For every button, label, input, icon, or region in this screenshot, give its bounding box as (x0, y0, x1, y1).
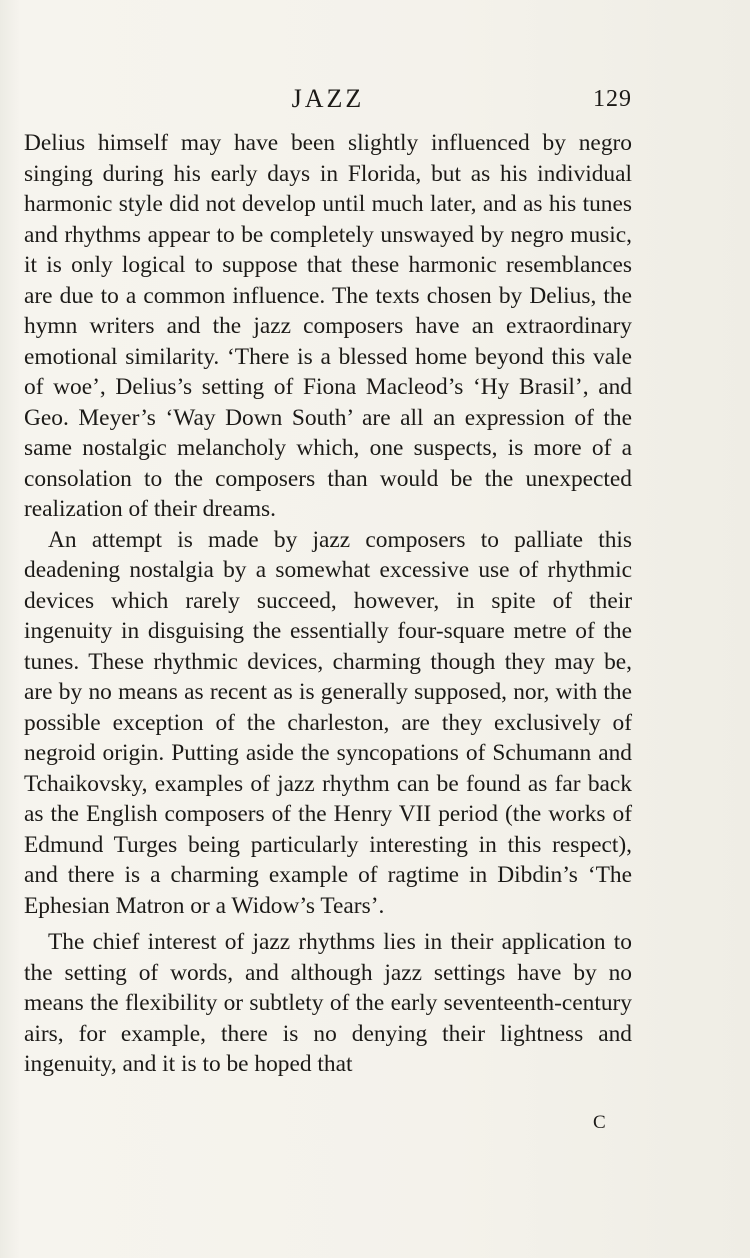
paragraph-1: Delius himself may have been slightly influenced by negro singing during his early days in Florida, but as his individual harmonic style did not develop until much later, and as his tunes and rhythms appear to be completely unswayed by negro music, it is only logical to suppose that these harmonic resemblances are due to a common influence. The texts chosen by Delius, the hymn writers and the jazz composers have an extraordinary emotional similarity. ‘There is a blessed home beyond this vale of woe’, Delius’s setting of Fiona Macleod’s ‘Hy Brasil’, and Geo. Meyer’s ‘Way Down South’ are all an expression of the same nostalgic melancholy which, one suspects, is more of a consolation to the composers than would be the unexpected realization of their dreams. (24, 130, 632, 522)
signature-mark: C (593, 1112, 607, 1133)
running-head (24, 84, 632, 118)
body-text (24, 128, 632, 1080)
paragraph-2: An attempt is made by jazz composers to palliate this deadening nostalgia by a somewhat excessive use of rhythmic devices which rarely succeed, however, in spite of their ingenuity in disguising the essentially four-square metre of the tunes. These rhythmic devices, charming though they may be, are by no means as recent as is generally supposed, nor, with the possible exception of the charleston, are they exclusively of negroid origin. Putting aside the syncopations of Schumann and Tchaikovsky, examples of jazz rhythm can be found as far back as the English composers of the Henry VII period (the works of Edmund Turges being particularly interesting in this respect), and there is a charming example of ragtime in Dibdin’s ‘The Ephesian Matron or a Widow’s Tears’. (24, 526, 632, 919)
paragraph-3: The chief interest of jazz rhythms lies in their application to the setting of words, and although jazz settings have by no means the flexibility or subtlety of the early seventeenth-century airs, for example, there is no denying their lightness and ingenuity, and it is to be hoped that (24, 929, 632, 1077)
running-title: JAZZ (291, 84, 365, 113)
page-number: 129 (593, 86, 632, 112)
